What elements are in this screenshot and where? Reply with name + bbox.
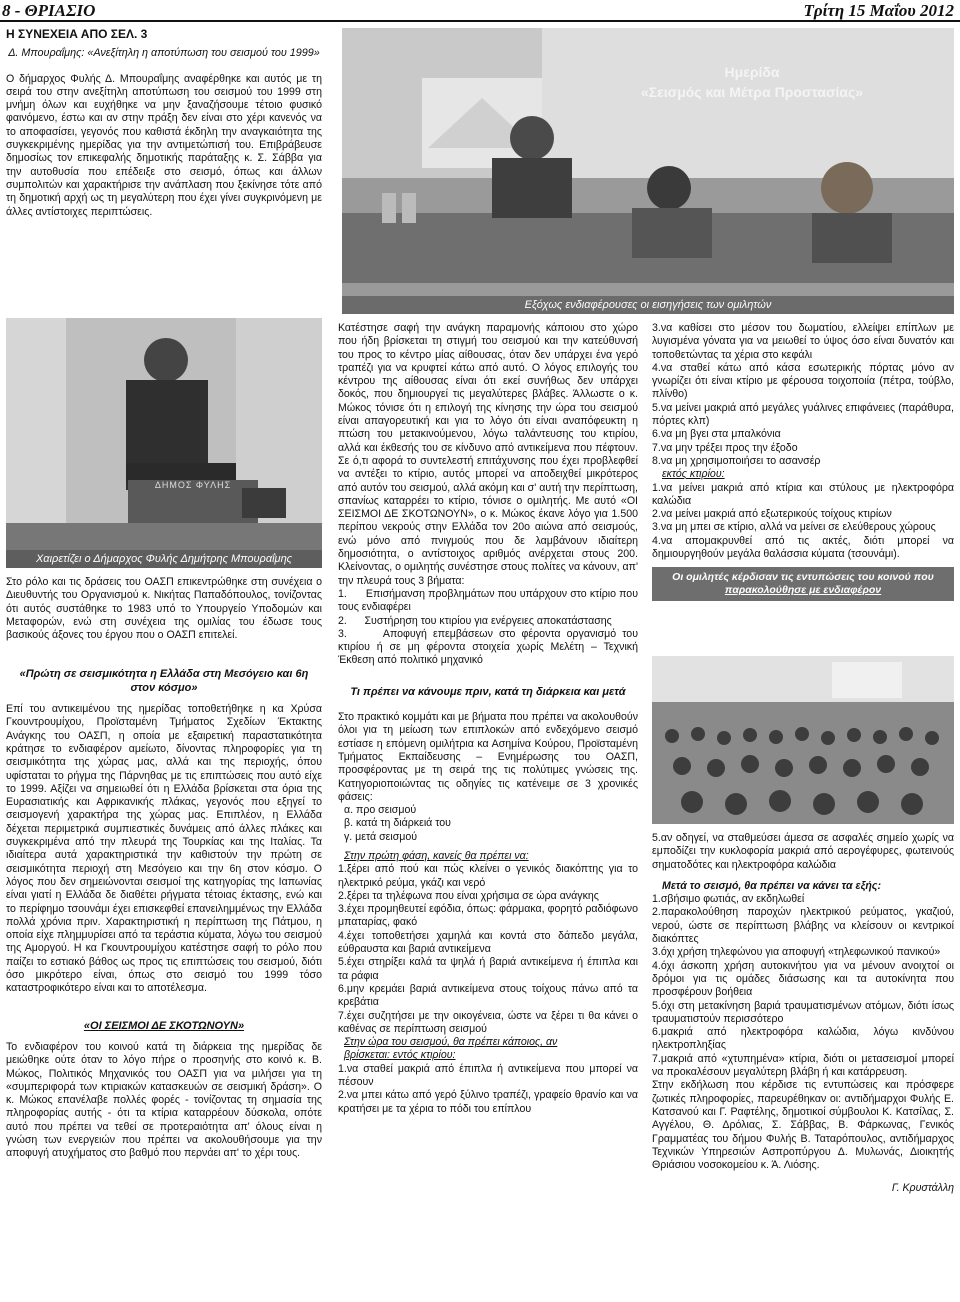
section-heading — [6, 1020, 322, 1033]
masthead — [0, 0, 960, 22]
list-item: 4.να σταθεί κάτω από κάσα εσωτερικής πόρτας μόνο αν γνωρίζει ότι είναι κτίριο με φέρουσα τοιχοποιία (πέτρα, τούβλο, πλίνθο) — [652, 361, 954, 401]
phase-heading: βρίσκεται: εντός κτιρίου: — [344, 1049, 456, 1062]
audience-photo-caption — [652, 567, 954, 601]
phase-item: β. κατά τη διάρκειά του — [344, 817, 451, 830]
podium-sign: ΔΗΜΟΣ ΦΥΛΗΣ — [154, 480, 232, 490]
phase-heading: Στην πρώτη φάση, κανείς θα πρέπει να: — [344, 849, 529, 862]
audience-caption-line-2 — [658, 584, 948, 597]
after-heading: Μετά το σεισμό, θα πρέπει να κάνει τα εξής: — [662, 879, 881, 892]
column-1-top — [6, 28, 322, 219]
list-item: 4.έχει τοποθετήσει χαμηλά και κοντά στο δάπεδο μεγάλα, εύθραυστα και βαριά αντικείμενα — [338, 929, 638, 956]
list-item: 5.να μείνει μακριά από μεγάλες γυάλινες επιφάνειες (παράθυρα, πόρτες κλπ) — [652, 401, 954, 428]
mayor-photo-caption: Χαιρετίζει ο Δήμαρχος Φυλής Δημήτρης Μπουραΐμης — [6, 550, 322, 568]
list-item: 6.να μη βγει στα μπαλκόνια — [652, 428, 781, 441]
step-item: 2. Συστήρηση του κτιρίου για ενέργειες αποκατάστασης — [338, 614, 612, 627]
audience-caption-line-1: Οι ομιλητές κέρδισαν τις εντυπώσεις του κοινού που — [672, 571, 934, 584]
list-item: 8.να μη χρησιμοποιήσει το ασανσέρ — [652, 454, 821, 467]
page-label: 8 - ΘΡΙΑΣΙΟ — [2, 1, 96, 20]
paragraph: Κατέστησε σαφή την ανάγκη παραμονής κάποιου στο χώρο που ήδη βρίσκεται τη στιγμή του σεισμού και την κατεύθυνσή του προς το κέντρο μίας αίθουσας, όταν δεν υπάρχει ένα γερό τραπέζι για να κρυφτεί κάτω από αυτό. Ο λόγος επιλογής του κέντρου της αίθουσας είναι ότι εκεί συνήθως δεν υπάρχει δοκός, που δημιουργεί τις μεγαλύτερες βλάβες. Άλλωστε ο κ. Μώκος τόνισε ότι η επιλογή της κίνησης την ώρα του σεισμού είναι απαγορευτική και για το λόγο ότι είναι αναπόφευκτη η πτώση του μετακινούμενου, λόγω ταλάντευσης του κτιρίου, αλλά και έκθεσής του σε κίνδυνο από αντικείμενα που πέφτουν. Σε ό,τι αφορά το συντελεστή επιτάχυνσης που έχει προβλεφθεί να αντέξει το κτίριο, αυτός μπορεί να αποδειχθεί μικρότερος από αυτόν του σεισμού, αλλά ακόμη και σ' αυτή την περίπτωση, σπανίως καταρρέει το κτίριο, τόνισε ο ομιλητής. Με αυτό «ΟΙ ΣΕΙΣΜΟΙ ΔΕ ΣΚΟΤΩΝΟΥΝ», ο κ. Μώκος έκανε λόγο για 1.500 περίπου νεκρούς στην Ελλάδα τον 20ο αιώνα από σεισμούς, ενώ μόνο από πνιγμούς που δε λαμβάνουν ιδιαίτερη δημοσιότητα, ο αντίστοιχος αριθμός ανέρχεται στους 200. Κλείνοντας, ο ομιλητής συνέστησε στους πολίτες να κάνουν, απ' την πλευρά τους 3 βήματα: — [338, 322, 638, 587]
list-item: 2.παρακολούθηση παροχών ηλεκτρικού ρεύματος, γκαζιού, νερού, ώστε σε περίπτωση βλάβης να κλείσουν οι κεντρικοί διακόπτες — [652, 906, 954, 946]
mayor-photo-illustration — [6, 318, 322, 568]
list-item: 7.να μην τρέξει προς την έξοδο — [652, 441, 798, 454]
column-3-bottom — [652, 832, 954, 1196]
section-heading: «Πρώτη σε σεισμικότητα η Ελλάδα στη Μεσόγειο και 6η στον κόσμο» — [19, 668, 309, 694]
list-item: 6.μακριά από ηλεκτροφόρα καλώδια, λόγω κινδύνου ηλεκτροπληξίας — [652, 1026, 954, 1052]
author-signature: Γ. Κρυστάλλη — [891, 1182, 954, 1195]
mayor-photo — [6, 318, 322, 568]
paragraph: Στο ρόλο και τις δράσεις του ΟΑΣΠ επικεντρώθηκε στη συνέχεια ο Διευθυντής του Οργανισμού κ. Νικήτας Παπαδόπουλος, τονίζοντας ότι αυτός συστάθηκε το 1983 υπό το Υπουργείο Υποδομών και Μεταφορών, ενώ στη συνέχεια της ομιλίας του έδωσε τους βασικούς άξονες του έργου που ο ΟΑΣΠ επιτελεί. — [6, 576, 322, 642]
list-item: 6.μην κρεμάει βαριά αντικείμενα στους τοίχους πάνω από τα κρεβάτια — [338, 982, 638, 1009]
paragraph: Επί του αντικειμένου της ημερίδας τοποθετήθηκε η κα Χρύσα Γκουντρουμίχου, Προϊσταμένη Τμήματος Σχεδίων Έκτακτης Ανάγκης του ΟΑΣΠ, η οποία με εξαιρετική παραστατικότητα κράτησε το ενδιαφέρον αμείωτο, δίνοντας πληροφορίες για τη σεισμικότητα της χώρας μας, αλλά και της περιοχής, όπου υφίσταται το ρήγμα της Πάρνηθας με τις επιπτώσεις που αυτό είχε το 1999. Αξίζει να σημειωθεί ότι η Ελλάδα βρίσκεται στα όρια της Ευρασιατικής και Αφρικανικής πλάκας, γεγονός που εξηγεί το σεισμογενή χαρακτήρα της χώρας μας. Επιπλέον, η Ελλάδα δέχεται περιμετρικά συμπιεστικές δυνάμεις από άλλες πλάκες και συγκεκριμένα από την πλευρά της Τουρκίας και της Ιταλίας. Τα ιδιαίτερα αυτά χαρακτηριστικά την καθιστούν την πρώτη σε σεισμικότητα περιοχή στη Μεσόγειο και την 6η στον κόσμο. Ο λόγος που δεν σημειώνονται σεισμοί της κατηγορίας της Ιαπωνίας είναι γιατί η Ελλάδα δε διαθέτει ρήγματα τέτοιας έκτασης, ενώ και το περίφημο τσουνάμι έχει επισκεφθεί επανειλημμένως την Ελλάδα πολλά χρόνια πριν. Χαρακτηριστική η περίπτωση της Πάτμου, η οποία είχε πλημμυρίσει από τα τεράστια κύματα, λόγω του σεισμού της Αμοργού. Η κα Γκουντρουμίχου κατέστησε σαφή το ρόλο που παίζει το εστιακό βάθος ως προς τις επιπτώσεις του σεισμού, διότι όσο μικρότερο είναι, όπως στο σεισμό του 1999 τόσο καταστροφικότερο είναι και το αποτέλεσμα. — [6, 703, 322, 995]
column-3 — [652, 322, 954, 607]
list-item: 2.να μπει κάτω από γερό ξύλινο τραπέζι, γραφείο θρανίο και να κρατήσει με τα χέρια το πόδι του επίπλου — [338, 1089, 638, 1115]
audience-photo-illustration — [652, 656, 954, 824]
audience-caption-line-2-text: παρακολούθησε με ενδιαφέρον — [724, 584, 882, 597]
closing-paragraph: Στην εκδήλωση που κέρδισε τις εντυπώσεις και πρόσφερε ζωτικές πληροφορίες, παρευρέθηκαν οι: αντιδήμαρχοι Φυλής Ε. Κατσανού και Γ. Ραφτέλης, δημοτικοί σύμβουλοι Κ. Κατσίλας, Σ. Αγγέλου, Θ. Δρόλιας, Σ. Σάββας, Β. Φάρκωνας, Γενικός Γραμματέας του δήμου Φυλής Β. Ταταρόπουλος, αντιδήμαρχος Τεχνικών Υπηρεσιών Ασπροπύργου Δ. Μυλωνάς, Διοικητής Θριάσιου νοσοκομείου κ. Ά. Λιόσης. — [652, 1079, 954, 1172]
banner-title — [562, 62, 942, 102]
list-item: 3.όχι χρήση τηλεφώνου για αποφυγή «τηλεφωνικού πανικού» — [652, 946, 941, 959]
list-item: 1.να σταθεί μακριά από έπιπλα ή αντικείμενα που μπορεί να πέσουν — [338, 1062, 638, 1089]
list-item: 5.έχει στηρίξει καλά τα ψηλά ή βαριά αντικείμενα ή έπιπλα και τα ράφια — [338, 956, 638, 982]
list-item: 1.να μείνει μακριά από κτίρια και στύλους με ηλεκτροφόρα καλώδια — [652, 481, 954, 507]
list-item: 5.όχι στη μετακίνηση βαριά τραυματισμένων ατόμων, διότι ίσως τραυματιστούν περισσότερο — [652, 999, 954, 1025]
column-2 — [338, 322, 638, 1116]
banner-line-1: Ημερίδα — [724, 64, 780, 80]
list-item: 1.ξέρει από πού και πώς κλείνει ο γενικός διακόπτης για το ηλεκτρικό ρεύμα, γκάζι και νερό — [338, 863, 638, 889]
phase-item: γ. μετά σεισμού — [344, 830, 418, 843]
step-item: 3. Αποφυγή επεμβάσεων στο φέροντα οργανισμό του κτιρίου ή σε μη φέροντα στοιχεία χωρίς Μελέτη – Τεχνική Έκθεση από πολιτικό μηχανικό — [338, 627, 638, 667]
step-item: 1. Επισήμανση προβλημάτων που υπάρχουν στο κτίριο που τους ενδιαφέρει — [338, 587, 638, 614]
list-item: 3.έχει προμηθευτεί εφόδια, όπως: φάρμακα, φορητό ραδιόφωνο μπαταρίας, φακό — [338, 903, 638, 929]
phase-item: α. προ σεισμού — [344, 804, 417, 817]
issue-date: Τρίτη 15 Μαΐου 2012 — [803, 1, 954, 20]
list-item: 4.όχι άσκοπη χρήση αυτοκινήτου για να μένουν ανοιχτοί οι δρόμοι για τις ομάδες διάσωσης και τα αυτοκίνητα που προσφέρουν βοήθεια — [652, 959, 954, 999]
list-item: 7.έχει συζητήσει με την οικογένεια, ώστε να ξέρει τι θα κάνει ο καθένας σε περίπτωση σεισμού — [338, 1009, 638, 1035]
paragraph: Στο πρακτικό κομμάτι και με βήματα που πρέπει να ακολουθούν όλοι για τη μείωση των επιπλοκών από ενδεχόμενο σεισμό εστίασε η επόμενη ομιλήτρια κα Ασημίνα Κούρου, Προϊσταμένη Τμήματος Εκπαίδευσης – Ενημέρωσης του ΟΑΣΠ, προσφέροντας με τη σειρά της τις πολύτιμες γνώσεις της. Κατηγοριοποιώντας τις οδηγίες τις κατένειμε σε 3 χρονικές φάσεις: — [338, 711, 638, 803]
speakers-photo — [342, 28, 954, 314]
section-heading: Τι πρέπει να κάνουμε πριν, κατά τη διάρκεια και μετά — [350, 685, 626, 698]
section-heading-text: «ΟΙ ΣΕΙΣΜΟΙ ΔΕ ΣΚΟΤΩΝΟΥΝ» — [83, 1019, 245, 1032]
article-subtitle: Δ. Μπουραΐμης: «Ανεξίτηλη η αποτύπωση του σεισμού του 1999» — [8, 47, 320, 60]
list-item: 4.να απομακρυνθεί από τις ακτές, διότι μπορεί να δημιουργηθούν μεγάλα θαλάσσια κύματα (τσουνάμι). — [652, 534, 954, 561]
phase-heading: εκτός κτιρίου: — [662, 468, 725, 481]
audience-photo — [652, 656, 954, 824]
list-item: 2.ξέρει τα τηλέφωνα που είναι χρήσιμα σε ώρα ανάγκης — [338, 889, 599, 902]
list-item: 7.μακριά από «χτυπημένα» κτίρια, διότι οι μετασεισμοί μπορεί να προκαλέσουν μεγαλύτερη βλάβη ή και κατάρρευση. — [652, 1052, 954, 1079]
column-1-bottom — [6, 576, 322, 1161]
list-item: 1.σβήσιμο φωτιάς, αν εκδηλωθεί — [652, 893, 805, 906]
speakers-photo-caption: Εξόχως ενδιαφέρουσες οι εισηγήσεις των ομιλητών — [342, 296, 954, 314]
list-item: 2.να μείνει μακριά από εξωτερικούς τοίχους κτιρίων — [652, 508, 892, 521]
paragraph: Το ενδιαφέρον του κοινού κατά τη διάρκεια της ημερίδας δε μειώθηκε ούτε όταν το λόγο πήρε ο προσηνής στο κοινό κ. Β. Μώκος, Πολιτικός Μηχανικός του ΟΑΣΠ για να μιλήσει για τη «συμπεριφορά των κτιριακών κατασκευών σε σεισμική δράση». Ο κ. Μώκος επανέλαβε πολλές φορές - τονίζοντας τη σημασία της πληροφορίας αυτής - ότι τα κτίρια καταρρέουν δύσκολα, οπότε αυτό που πρέπει να τεθεί σε προτεραιότητα απ' όλους είναι η γνώση των ενεργειών που πρέπει να ακολουθήσουμε για την αποφυγή ατυχήματος στο βαθμό που περνάει απ' το χέρι τους. — [6, 1040, 322, 1160]
list-item: 5.αν οδηγεί, να σταθμεύσει άμεσα σε ασφαλές σημείο χωρίς να εμποδίζει την κυκλοφορία μακριά από αερογέφυρες, φωτεινούς σηματοδότες και ηλεκτροφόρα καλώδια — [652, 832, 954, 871]
banner-line-2: «Σεισμός και Μέτρα Προστασίας» — [640, 84, 864, 100]
phase-heading: Στην ώρα του σεισμού, θα πρέπει κάποιος, αν — [344, 1036, 558, 1049]
paragraph: Ο δήμαρχος Φυλής Δ. Μπουραΐμης αναφέρθηκε και αυτός με τη σειρά του στην ανεξίτηλη αποτύπωση του σεισμού του 1999 στη μνήμη όλων και ευχήθηκε να μην ξαναζήσουμε τέτοιο φυσικό φαινόμενο, έστω και αν στην πράξη δεν είναι στο χέρι κανενός να το αποφασίσει, γεγονός που καθιστά έκδηλη την αναγκαιότητα της συγκεκριμένης ημερίδας για την αντιμετώπισή του. Επιβράβευσε δημοσίως τον επικεφαλής δημοτικής παράταξης κ. Σ. Σάββα για την αυτοθυσία που επέδειξε στο σεισμό, όπως και άλλων συμπολιτών και χαρακτήρισε την ανάπλαση που ξεκίνησε τότε από τη δημοτική αρχή ως τη μεγαλύτερη που έχει γίνει συγκρινόμενη με άλλες αντίστοιχες περιπτώσεις. — [6, 72, 322, 218]
list-item: 3.να μη μπει σε κτίριο, αλλά να μείνει σε ελεύθερους χώρους — [652, 521, 936, 534]
list-item: 3.να καθίσει στο μέσον του δωματίου, ελλείψει επίπλων με λυγισμένα γόνατα για να μειωθεί το ύψος όσο είναι δυνατόν και τοποθετώντας τα χέρια στο κεφάλι — [652, 322, 954, 361]
continued-kicker: Η ΣΥΝΕΧΕΙΑ ΑΠΟ ΣΕΛ. 3 — [6, 27, 148, 41]
